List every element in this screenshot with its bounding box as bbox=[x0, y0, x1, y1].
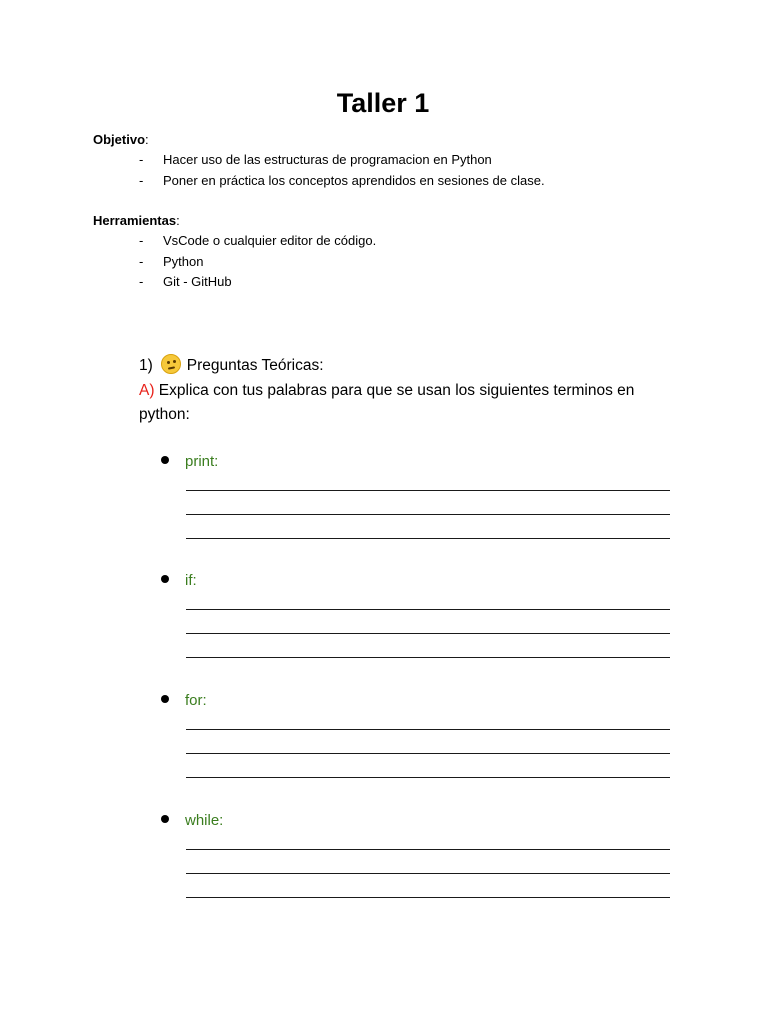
bullet-icon bbox=[161, 695, 169, 703]
herramientas-colon: : bbox=[176, 213, 180, 228]
objetivo-list bbox=[139, 150, 545, 191]
list-item bbox=[139, 272, 376, 293]
document-title: Taller 1 bbox=[336, 88, 430, 118]
term-label: print: bbox=[185, 453, 219, 470]
answer-line[interactable] bbox=[186, 538, 670, 539]
list-item bbox=[139, 150, 545, 171]
question-heading bbox=[139, 354, 324, 377]
question-number: 1) bbox=[139, 357, 153, 374]
bullet-icon bbox=[161, 575, 169, 583]
answer-line[interactable] bbox=[186, 849, 670, 850]
term-row bbox=[161, 809, 681, 833]
answer-line[interactable] bbox=[186, 729, 670, 730]
herramientas-list bbox=[139, 231, 376, 293]
dash-marker: - bbox=[139, 274, 144, 289]
term-block-while bbox=[161, 809, 681, 833]
herramientas-item-text: Python bbox=[163, 253, 204, 269]
answer-line[interactable] bbox=[186, 633, 670, 634]
term-label: for: bbox=[185, 692, 207, 709]
objetivo-colon: : bbox=[145, 132, 149, 147]
objetivo-item-text: Hacer uso de las estructuras de programacion en Python bbox=[163, 152, 492, 167]
objetivo-item-text: Poner en práctica los conceptos aprendidos en sesiones de clase. bbox=[163, 172, 545, 188]
thinking-face-icon bbox=[161, 354, 181, 374]
list-item bbox=[139, 252, 376, 273]
part-letter: A) bbox=[139, 382, 155, 399]
objetivo-label bbox=[93, 132, 149, 147]
herramientas-label bbox=[93, 213, 180, 228]
answer-line[interactable] bbox=[186, 753, 670, 754]
question-part-a bbox=[139, 379, 679, 426]
herramientas-item-text: VsCode o cualquier editor de código. bbox=[163, 233, 377, 248]
answer-line[interactable] bbox=[186, 657, 670, 658]
dash-marker: - bbox=[139, 233, 144, 248]
term-block-for bbox=[161, 689, 681, 713]
list-item bbox=[139, 231, 376, 252]
term-row bbox=[161, 569, 681, 593]
bullet-icon bbox=[161, 815, 169, 823]
herramientas-item-text: Git - GitHub bbox=[163, 274, 232, 289]
answer-line[interactable] bbox=[186, 609, 670, 610]
term-label: if: bbox=[185, 572, 197, 589]
part-text: Explica con tus palabras para que se usan los siguientes terminos en python: bbox=[139, 382, 635, 423]
answer-line[interactable] bbox=[186, 777, 670, 778]
list-item bbox=[139, 171, 545, 192]
answer-line[interactable] bbox=[186, 514, 670, 515]
term-block-print bbox=[161, 450, 681, 474]
dash-marker: - bbox=[139, 152, 144, 167]
dash-marker: - bbox=[139, 172, 144, 188]
answer-line[interactable] bbox=[186, 873, 670, 874]
answer-line[interactable] bbox=[186, 490, 670, 491]
term-row bbox=[161, 689, 681, 713]
term-label: while: bbox=[185, 812, 224, 829]
term-block-if bbox=[161, 569, 681, 593]
dash-marker: - bbox=[139, 253, 144, 269]
answer-line[interactable] bbox=[186, 897, 670, 898]
objetivo-label-text: Objetivo bbox=[93, 132, 146, 147]
herramientas-label-text: Herramientas bbox=[93, 213, 177, 228]
bullet-icon bbox=[161, 456, 169, 464]
question-heading-text: Preguntas Teóricas: bbox=[186, 357, 324, 374]
term-row bbox=[161, 450, 681, 474]
